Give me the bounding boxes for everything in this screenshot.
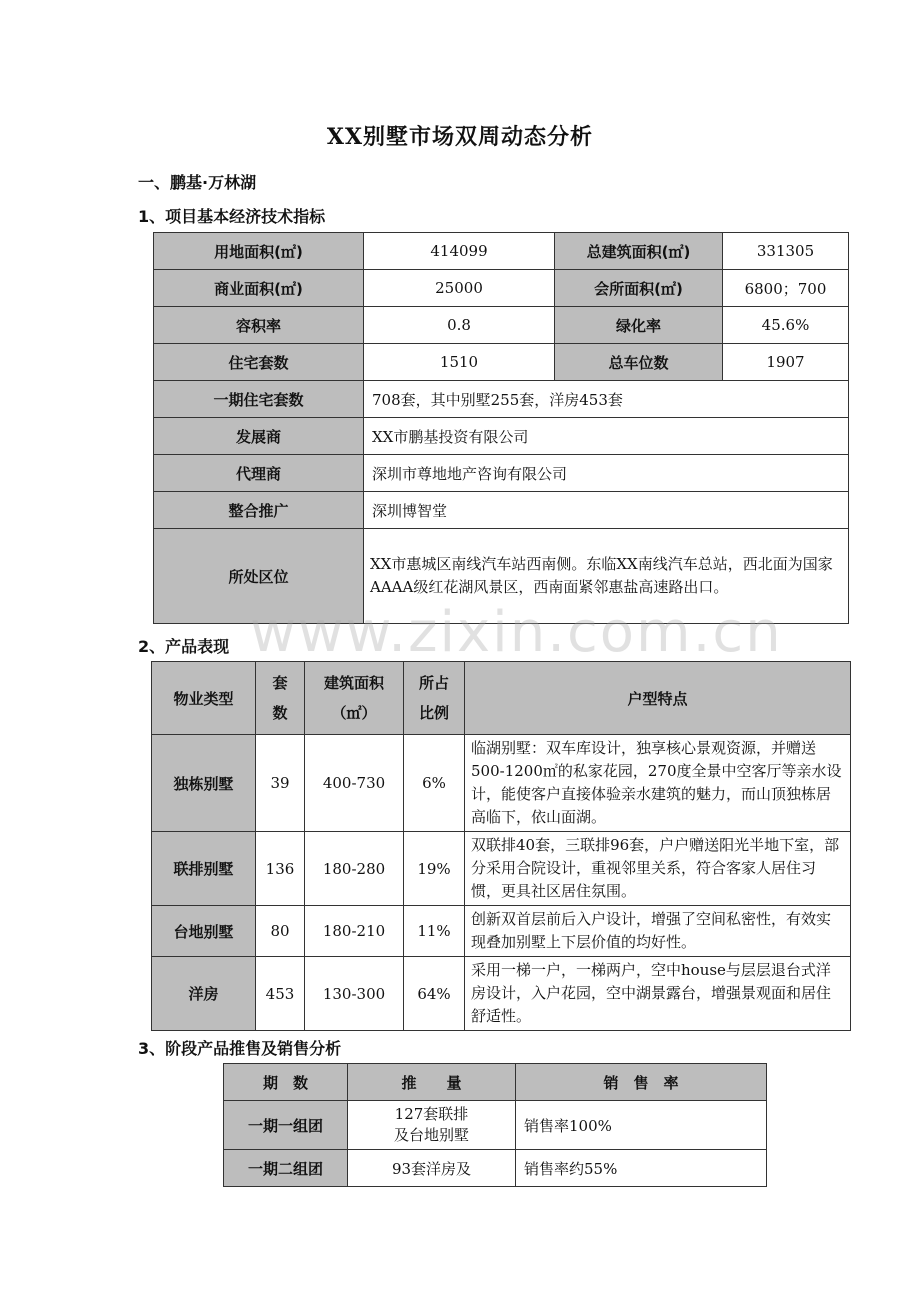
header-quantity: 推 量 — [348, 1064, 516, 1101]
label-agent: 代理商 — [154, 455, 364, 492]
label-far: 容积率 — [154, 307, 364, 344]
product-count: 80 — [256, 906, 305, 957]
product-type: 台地别墅 — [152, 906, 256, 957]
product-feature: 临湖别墅：双车库设计，独享核心景观资源，并赠送500-1200㎡的私家花园，270度全景中空客厅等亲水设计，能使客户直接体验亲水建筑的魅力，而山顶独栋居高临下，依山面湖。 — [465, 735, 851, 832]
value-commercial: 25000 — [364, 270, 555, 307]
header-count — [256, 662, 305, 735]
table-row — [224, 1150, 767, 1187]
sales-quantity: 93套洋房及 — [348, 1150, 516, 1187]
subsection-heading-products: 2、产品表现 — [138, 637, 230, 656]
product-ratio: 19% — [404, 832, 465, 906]
product-area: 400-730 — [305, 735, 404, 832]
table-row — [152, 906, 851, 957]
value-green: 45.6% — [723, 307, 849, 344]
table-row — [152, 957, 851, 1031]
header-rate: 销 售 率 — [516, 1064, 767, 1101]
product-ratio: 11% — [404, 906, 465, 957]
sales-rate: 销售率100% — [516, 1101, 767, 1150]
subsection-heading-sales: 3、阶段产品推售及销售分析 — [138, 1039, 342, 1058]
sales-period: 一期一组团 — [224, 1101, 348, 1150]
header-count-line1: 套 — [272, 674, 288, 692]
watermark: www.zixin.com.cn — [250, 600, 783, 665]
header-ratio-line1: 所占 — [418, 674, 449, 692]
product-count: 136 — [256, 832, 305, 906]
label-units: 住宅套数 — [154, 344, 364, 381]
header-period: 期 数 — [224, 1064, 348, 1101]
products-table — [151, 661, 851, 1031]
product-ratio: 64% — [404, 957, 465, 1031]
header-feature: 户型特点 — [465, 662, 851, 735]
sales-period: 一期二组团 — [224, 1150, 348, 1187]
section-heading: 一、鹏基·万林湖 — [138, 173, 257, 192]
value-units: 1510 — [364, 344, 555, 381]
label-total-area: 总建筑面积(㎡) — [555, 233, 723, 270]
value-far: 0.8 — [364, 307, 555, 344]
sales-quantity-line1: 127套联排 — [394, 1105, 469, 1123]
table-row — [224, 1101, 767, 1150]
subsection-heading-tech: 1、项目基本经济技术指标 — [138, 207, 326, 226]
page-title: XX别墅市场双周动态分析 — [326, 124, 594, 150]
table-row — [152, 832, 851, 906]
header-area-line2: （㎡） — [331, 704, 377, 722]
label-land-area: 用地面积(㎡) — [154, 233, 364, 270]
sales-rate: 销售率约55% — [516, 1150, 767, 1187]
product-area: 130-300 — [305, 957, 404, 1031]
tech-indicators-table — [153, 232, 849, 624]
value-land-area: 414099 — [364, 233, 555, 270]
label-location: 所处区位 — [154, 529, 364, 624]
label-developer: 发展商 — [154, 418, 364, 455]
product-type: 联排别墅 — [152, 832, 256, 906]
product-feature: 创新双首层前后入户设计，增强了空间私密性，有效实现叠加别墅上下层价值的均好性。 — [465, 906, 851, 957]
value-phase1: 708套，其中别墅255套，洋房453套 — [364, 381, 849, 418]
header-area-line1: 建筑面积 — [323, 674, 384, 692]
header-ratio — [404, 662, 465, 735]
value-location: XX市惠城区南线汽车站西南侧。东临XX南线汽车总站，西北面为国家AAAA级红花湖风景区，西南面紧邻惠盐高速路出口。 — [364, 529, 849, 624]
value-total-area: 331305 — [723, 233, 849, 270]
product-feature: 双联排40套，三联排96套，户户赠送阳光半地下室，部分采用合院设计，重视邻里关系，符合客家人居住习惯，更具社区居住氛围。 — [465, 832, 851, 906]
label-parking: 总车位数 — [555, 344, 723, 381]
label-phase1: 一期住宅套数 — [154, 381, 364, 418]
sales-table — [223, 1063, 767, 1187]
table-row — [152, 735, 851, 832]
product-ratio: 6% — [404, 735, 465, 832]
value-agent: 深圳市尊地地产咨询有限公司 — [364, 455, 849, 492]
value-club: 6800；700 — [723, 270, 849, 307]
label-promo: 整合推广 — [154, 492, 364, 529]
value-developer: XX市鹏基投资有限公司 — [364, 418, 849, 455]
label-club: 会所面积(㎡) — [555, 270, 723, 307]
header-type: 物业类型 — [152, 662, 256, 735]
label-commercial: 商业面积(㎡) — [154, 270, 364, 307]
header-count-line2: 数 — [272, 704, 288, 722]
product-count: 453 — [256, 957, 305, 1031]
product-type: 洋房 — [152, 957, 256, 1031]
product-area: 180-210 — [305, 906, 404, 957]
product-feature: 采用一梯一户，一梯两户，空中house与层层退台式洋房设计，入户花园，空中湖景露台，增强景观面和居住舒适性。 — [465, 957, 851, 1031]
header-ratio-line2: 比例 — [418, 704, 449, 722]
product-count: 39 — [256, 735, 305, 832]
value-parking: 1907 — [723, 344, 849, 381]
value-promo: 深圳博智堂 — [364, 492, 849, 529]
sales-quantity — [348, 1101, 516, 1150]
label-green: 绿化率 — [555, 307, 723, 344]
product-area: 180-280 — [305, 832, 404, 906]
header-area — [305, 662, 404, 735]
product-type: 独栋别墅 — [152, 735, 256, 832]
sales-quantity-line2: 及台地别墅 — [393, 1126, 469, 1144]
